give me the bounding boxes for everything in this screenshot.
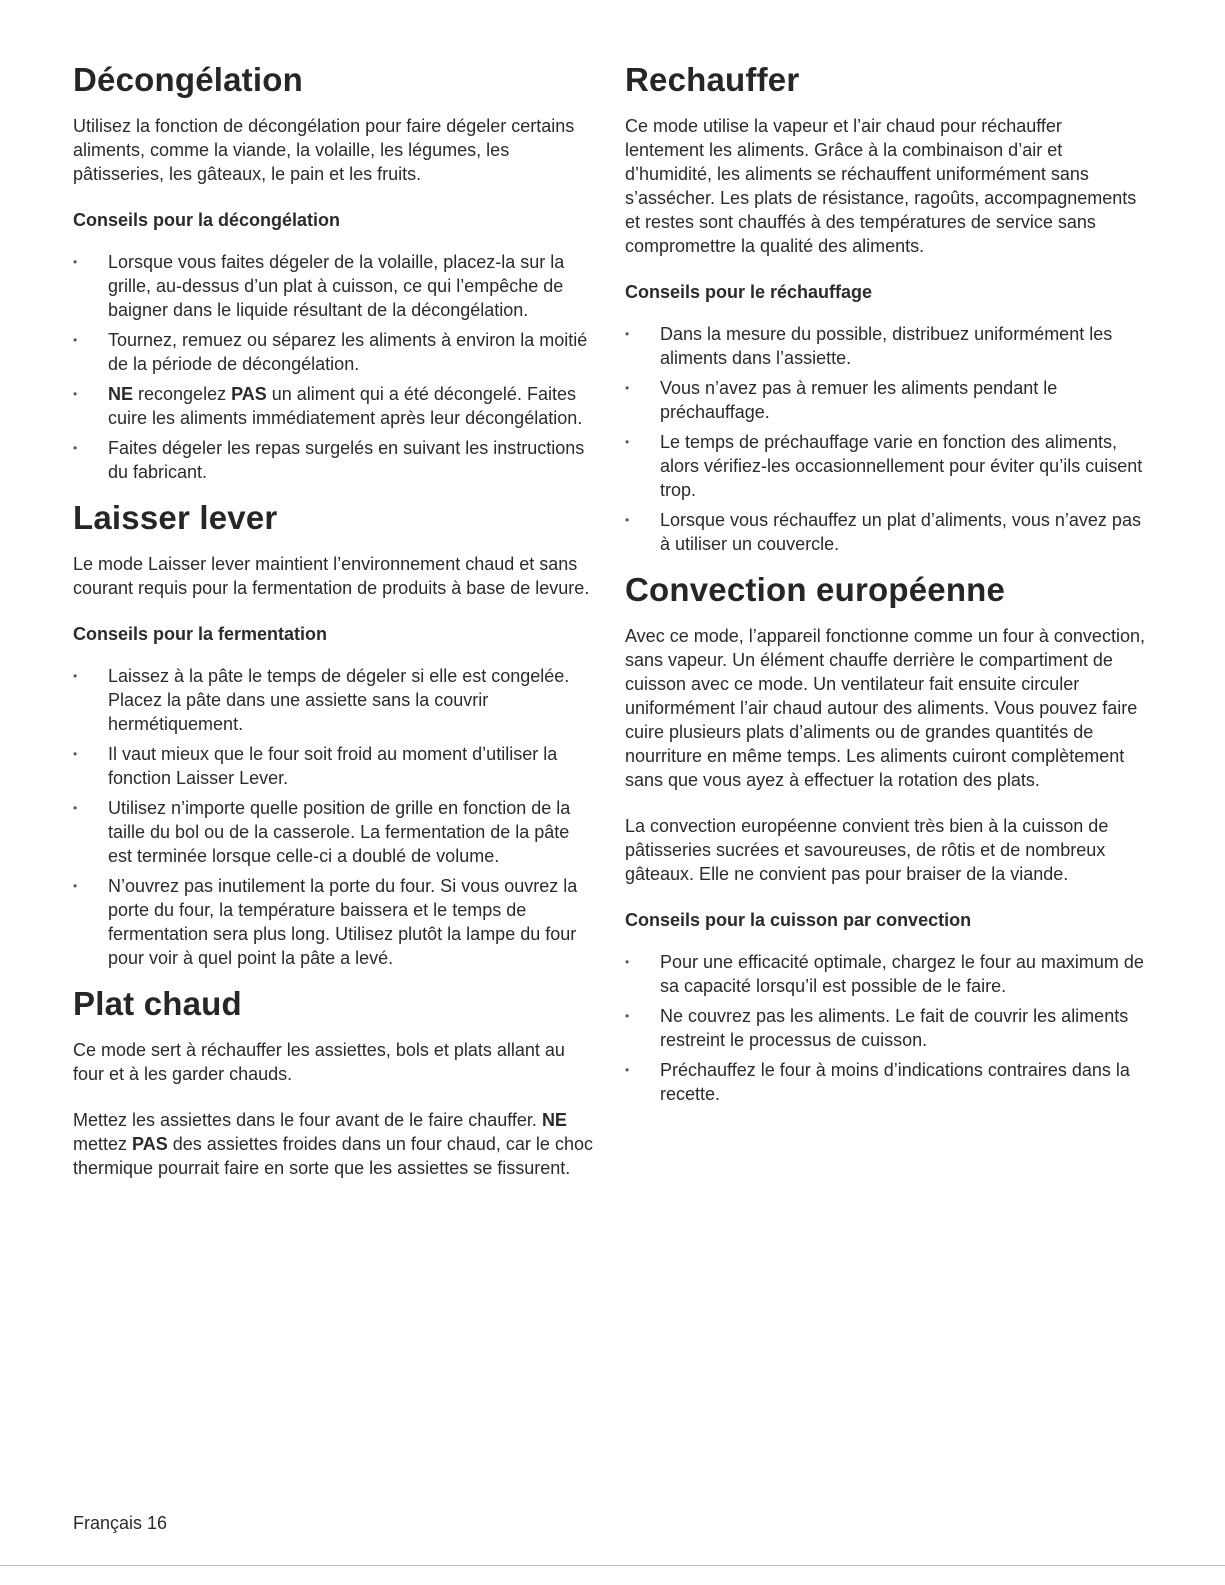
- emphasis-pas: PAS: [132, 1134, 168, 1154]
- paragraph-convection-intro: Avec ce mode, l’appareil fonctionne comme un four à convection, sans vapeur. Un élément chauffe derrière le compartiment de cuisson avec ce mode. Un ventilateur fait ensuite circuler uniformément l’air chaud autour des aliments. Vous pouvez faire cuire plusieurs plats d’aliments ou de grandes quantités de nourriture en même temps. Les aliments cuiront complètement sans que vous ayez à effectuer la rotation des plats.: [625, 626, 1145, 790]
- bullet-icon: •: [625, 1009, 630, 1023]
- bullet-icon: •: [73, 669, 78, 683]
- paragraph-decongelation-intro: Utilisez la fonction de décongélation pour faire dégeler certains aliments, comme la viande, la volaille, les légumes, les pâtisseries, les gâteaux, le pain et les fruits.: [73, 116, 575, 184]
- bullet-icon: •: [625, 327, 630, 341]
- list-item: • Lorsque vous réchauffez un plat d’aliments, vous n’avez pas à utiliser un couvercle.: [625, 510, 1141, 554]
- bullet-icon: •: [625, 1063, 630, 1077]
- subheading-rechauffage-tips: Conseils pour le réchauffage: [625, 282, 873, 302]
- heading-convection: Convection européenne: [625, 571, 1006, 608]
- list-item: • N’ouvrez pas inutilement la porte du four. Si vous ouvrez la porte du four, la température baissera et le temps de fermentation sera plus long. Utilisez plutôt la lampe du four pour voir à quel point la pâte a levé.: [73, 876, 578, 968]
- list-item: • Préchauffez le four à moins d’indications contraires dans la recette.: [625, 1060, 1130, 1104]
- bullet-icon: •: [73, 747, 78, 761]
- list-item: • Pour une efficacité optimale, chargez le four au maximum de sa capacité lorsqu’il est possible de le faire.: [625, 952, 1144, 996]
- subheading-fermentation-tips: Conseils pour la fermentation: [73, 624, 328, 644]
- section-decongelation: [73, 60, 593, 484]
- bullet-icon: •: [625, 435, 630, 449]
- list-decongelation-tips: [73, 250, 593, 484]
- list-item: • Il vaut mieux que le four soit froid au moment d’utiliser la fonction Laisser Lever.: [73, 744, 558, 788]
- section-laisser-lever: [73, 498, 593, 970]
- page-bottom-rule: [0, 1565, 1225, 1566]
- section-rechauffer: [625, 60, 1145, 556]
- bullet-icon: •: [73, 387, 78, 401]
- page-footer: Français 16: [73, 1513, 168, 1533]
- heading-laisser-lever: Laisser lever: [73, 499, 278, 536]
- bullet-icon: •: [73, 879, 78, 893]
- right-column: [625, 60, 1145, 1120]
- list-item: • Tournez, remuez ou séparez les aliments à environ la moitié de la période de décongélation.: [73, 330, 588, 374]
- paragraph-laisser-lever-intro: Le mode Laisser lever maintient l’environnement chaud et sans courant requis pour la fermentation de produits à base de levure.: [73, 554, 590, 598]
- list-convection-tips: [625, 950, 1145, 1106]
- bullet-icon: •: [625, 381, 630, 395]
- heading-rechauffer: Rechauffer: [625, 61, 800, 98]
- paragraph-convection-uses: La convection européenne convient très bien à la cuisson de pâtisseries sucrées et savoureuses, de rôtis et de nombreux gâteaux. Elle ne convient pas pour braiser de la viande.: [625, 816, 1109, 884]
- emphasis-ne: NE: [108, 384, 134, 404]
- list-item: • Le temps de préchauffage varie en fonction des aliments, alors vérifiez-les occasionnellement pour éviter qu’ils cuisent trop.: [625, 432, 1143, 500]
- bullet-icon: •: [625, 513, 630, 527]
- heading-plat-chaud: Plat chaud: [73, 985, 242, 1022]
- list-item: • Faites dégeler les repas surgelés en suivant les instructions du fabricant.: [73, 438, 585, 482]
- paragraph-plat-chaud-intro: Ce mode sert à réchauffer les assiettes, bols et plats allant au four et à les garder chauds.: [73, 1040, 565, 1084]
- list-item: • Lorsque vous faites dégeler de la volaille, placez-la sur la grille, au-dessus d’un plat à cuisson, ce qui l’empêche de baigner dans le liquide résultant de la décongélation.: [73, 252, 565, 320]
- list-item: • Ne couvrez pas les aliments. Le fait de couvrir les aliments restreint le processus de cuisson.: [625, 1006, 1129, 1050]
- bullet-icon: •: [73, 441, 78, 455]
- bullet-icon: •: [625, 955, 630, 969]
- subheading-convection-tips: Conseils pour la cuisson par convection: [625, 910, 972, 930]
- list-item: • NE recongelez PAS un aliment qui a été décongelé. Faites cuire les aliments immédiatement après leur décongélation.: [73, 384, 583, 428]
- list-item: • Vous n’avez pas à remuer les aliments pendant le préchauffage.: [625, 378, 1058, 422]
- section-plat-chaud: [73, 984, 593, 1180]
- bullet-icon: •: [73, 333, 78, 347]
- section-convection: [625, 570, 1145, 1106]
- emphasis-ne: NE: [541, 1110, 567, 1130]
- list-rechauffage-tips: [625, 322, 1145, 556]
- paragraph-plat-chaud-warning: Mettez les assiettes dans le four avant de le faire chauffer. NE mettez PAS des assiettes froides dans un four chaud, car le choc thermique pourrait faire en sorte que les assiettes se fissurent.: [73, 1110, 593, 1178]
- list-fermentation-tips: [73, 664, 593, 970]
- bullet-icon: •: [73, 255, 78, 269]
- subheading-decongelation-tips: Conseils pour la décongélation: [73, 210, 341, 230]
- paragraph-rechauffer-intro: Ce mode utilise la vapeur et l’air chaud pour réchauffer lentement les aliments. Grâce à la combinaison d’air et d’humidité, les aliments se réchauffent uniformément sans s’assécher. Les plats de résistance, ragoûts, accompagnements et restes sont chauffés à des températures de service sans compromettre la qualité des aliments.: [625, 116, 1137, 256]
- list-item: • Utilisez n’importe quelle position de grille en fonction de la taille du bol ou de la casserole. La fermentation de la pâte est terminée lorsque celle-ci a doublé de volume.: [73, 798, 571, 866]
- list-item: • Laissez à la pâte le temps de dégeler si elle est congelée. Placez la pâte dans une assiette sans la couvrir hermétiquement.: [73, 666, 570, 734]
- bullet-icon: •: [73, 801, 78, 815]
- heading-decongelation: Décongélation: [73, 61, 303, 98]
- left-column: [73, 60, 593, 1202]
- list-item: • Dans la mesure du possible, distribuez uniformément les aliments dans l’assiette.: [625, 324, 1113, 368]
- emphasis-pas: PAS: [231, 384, 267, 404]
